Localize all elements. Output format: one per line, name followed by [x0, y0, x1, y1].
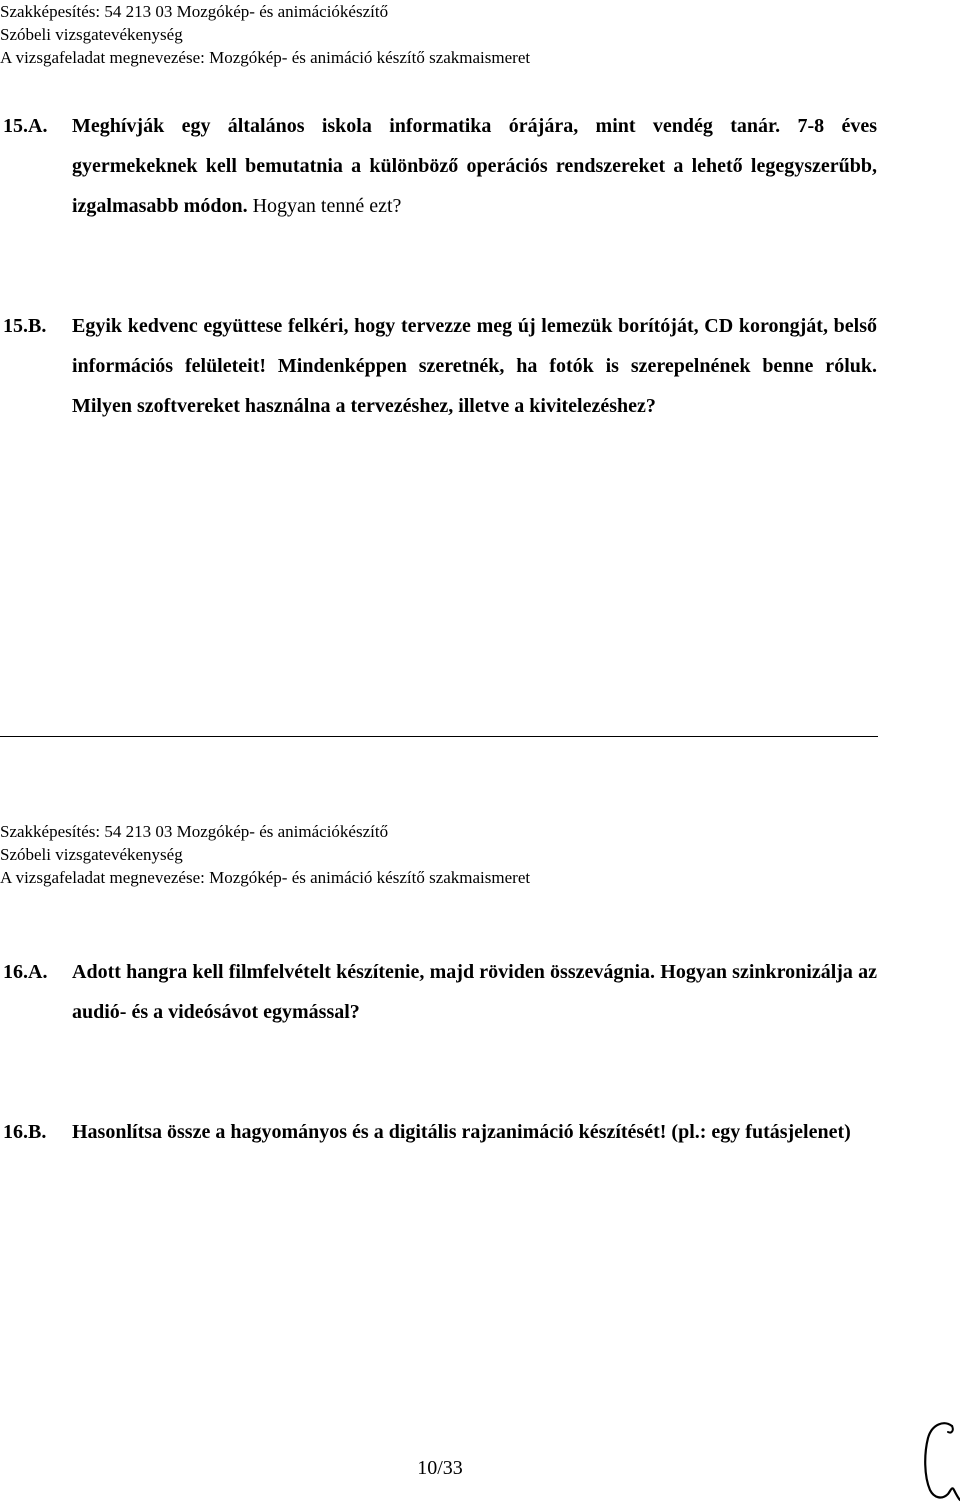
- question-text: [72, 106, 877, 226]
- question-text-bold: Meghívják egy általános iskola informatika órájára, mint vendég tanár. 7-8 éves gyermekeknek kell bemutatnia a különböző operációs rendszereket a lehető legegyszerűbb, izgalmasabb módon.: [72, 115, 877, 217]
- header-qualification: Szakképesítés: 54 213 03 Mozgókép- és animációkészítő: [0, 822, 389, 841]
- question-text: Adott hangra kell filmfelvételt készítenie, majd röviden összevágnia. Hogyan szinkronizálja az audió- és a videósávot egymással?: [72, 961, 877, 1023]
- page-number: 10/33: [417, 1457, 463, 1479]
- question-text: Egyik kedvenc együttese felkéri, hogy tervezze meg új lemezük borítóját, CD korongját, belső információs felületeit! Mindenképpen szeretnék, ha fotók is szerepelnének benne róluk. Milyen szoftvereket használna a tervezéshez, illetve a kivitelezéshez?: [72, 315, 877, 417]
- question-15b: [3, 306, 877, 426]
- question-15a: [3, 106, 877, 226]
- question-number: 16.B.: [3, 1121, 47, 1143]
- page-header-top: [0, 0, 530, 69]
- question-16a: [3, 952, 877, 1032]
- signature-mark: [918, 1418, 960, 1503]
- header-task-name: A vizsgafeladat megnevezése: Mozgókép- és animáció készítő szakmaismeret: [0, 48, 531, 67]
- header-exam-activity: Szóbeli vizsgatevékenység: [0, 25, 183, 44]
- question-number: 16.A.: [3, 961, 48, 983]
- question-number: 15.B.: [3, 315, 47, 337]
- page-separator: [0, 736, 878, 737]
- question-16b: [3, 1112, 877, 1152]
- question-text: Hasonlítsa össze a hagyományos és a digitális rajzanimáció készítését! (pl.: egy futásjelenet): [72, 1121, 851, 1143]
- header-exam-activity: Szóbeli vizsgatevékenység: [0, 845, 183, 864]
- header-task-name: A vizsgafeladat megnevezése: Mozgókép- és animáció készítő szakmaismeret: [0, 868, 531, 887]
- question-text-plain: Hogyan tenné ezt?: [247, 195, 402, 217]
- header-qualification: Szakképesítés: 54 213 03 Mozgókép- és animációkészítő: [0, 2, 389, 21]
- page-header-bottom: [0, 820, 530, 889]
- question-number: 15.A.: [3, 115, 48, 137]
